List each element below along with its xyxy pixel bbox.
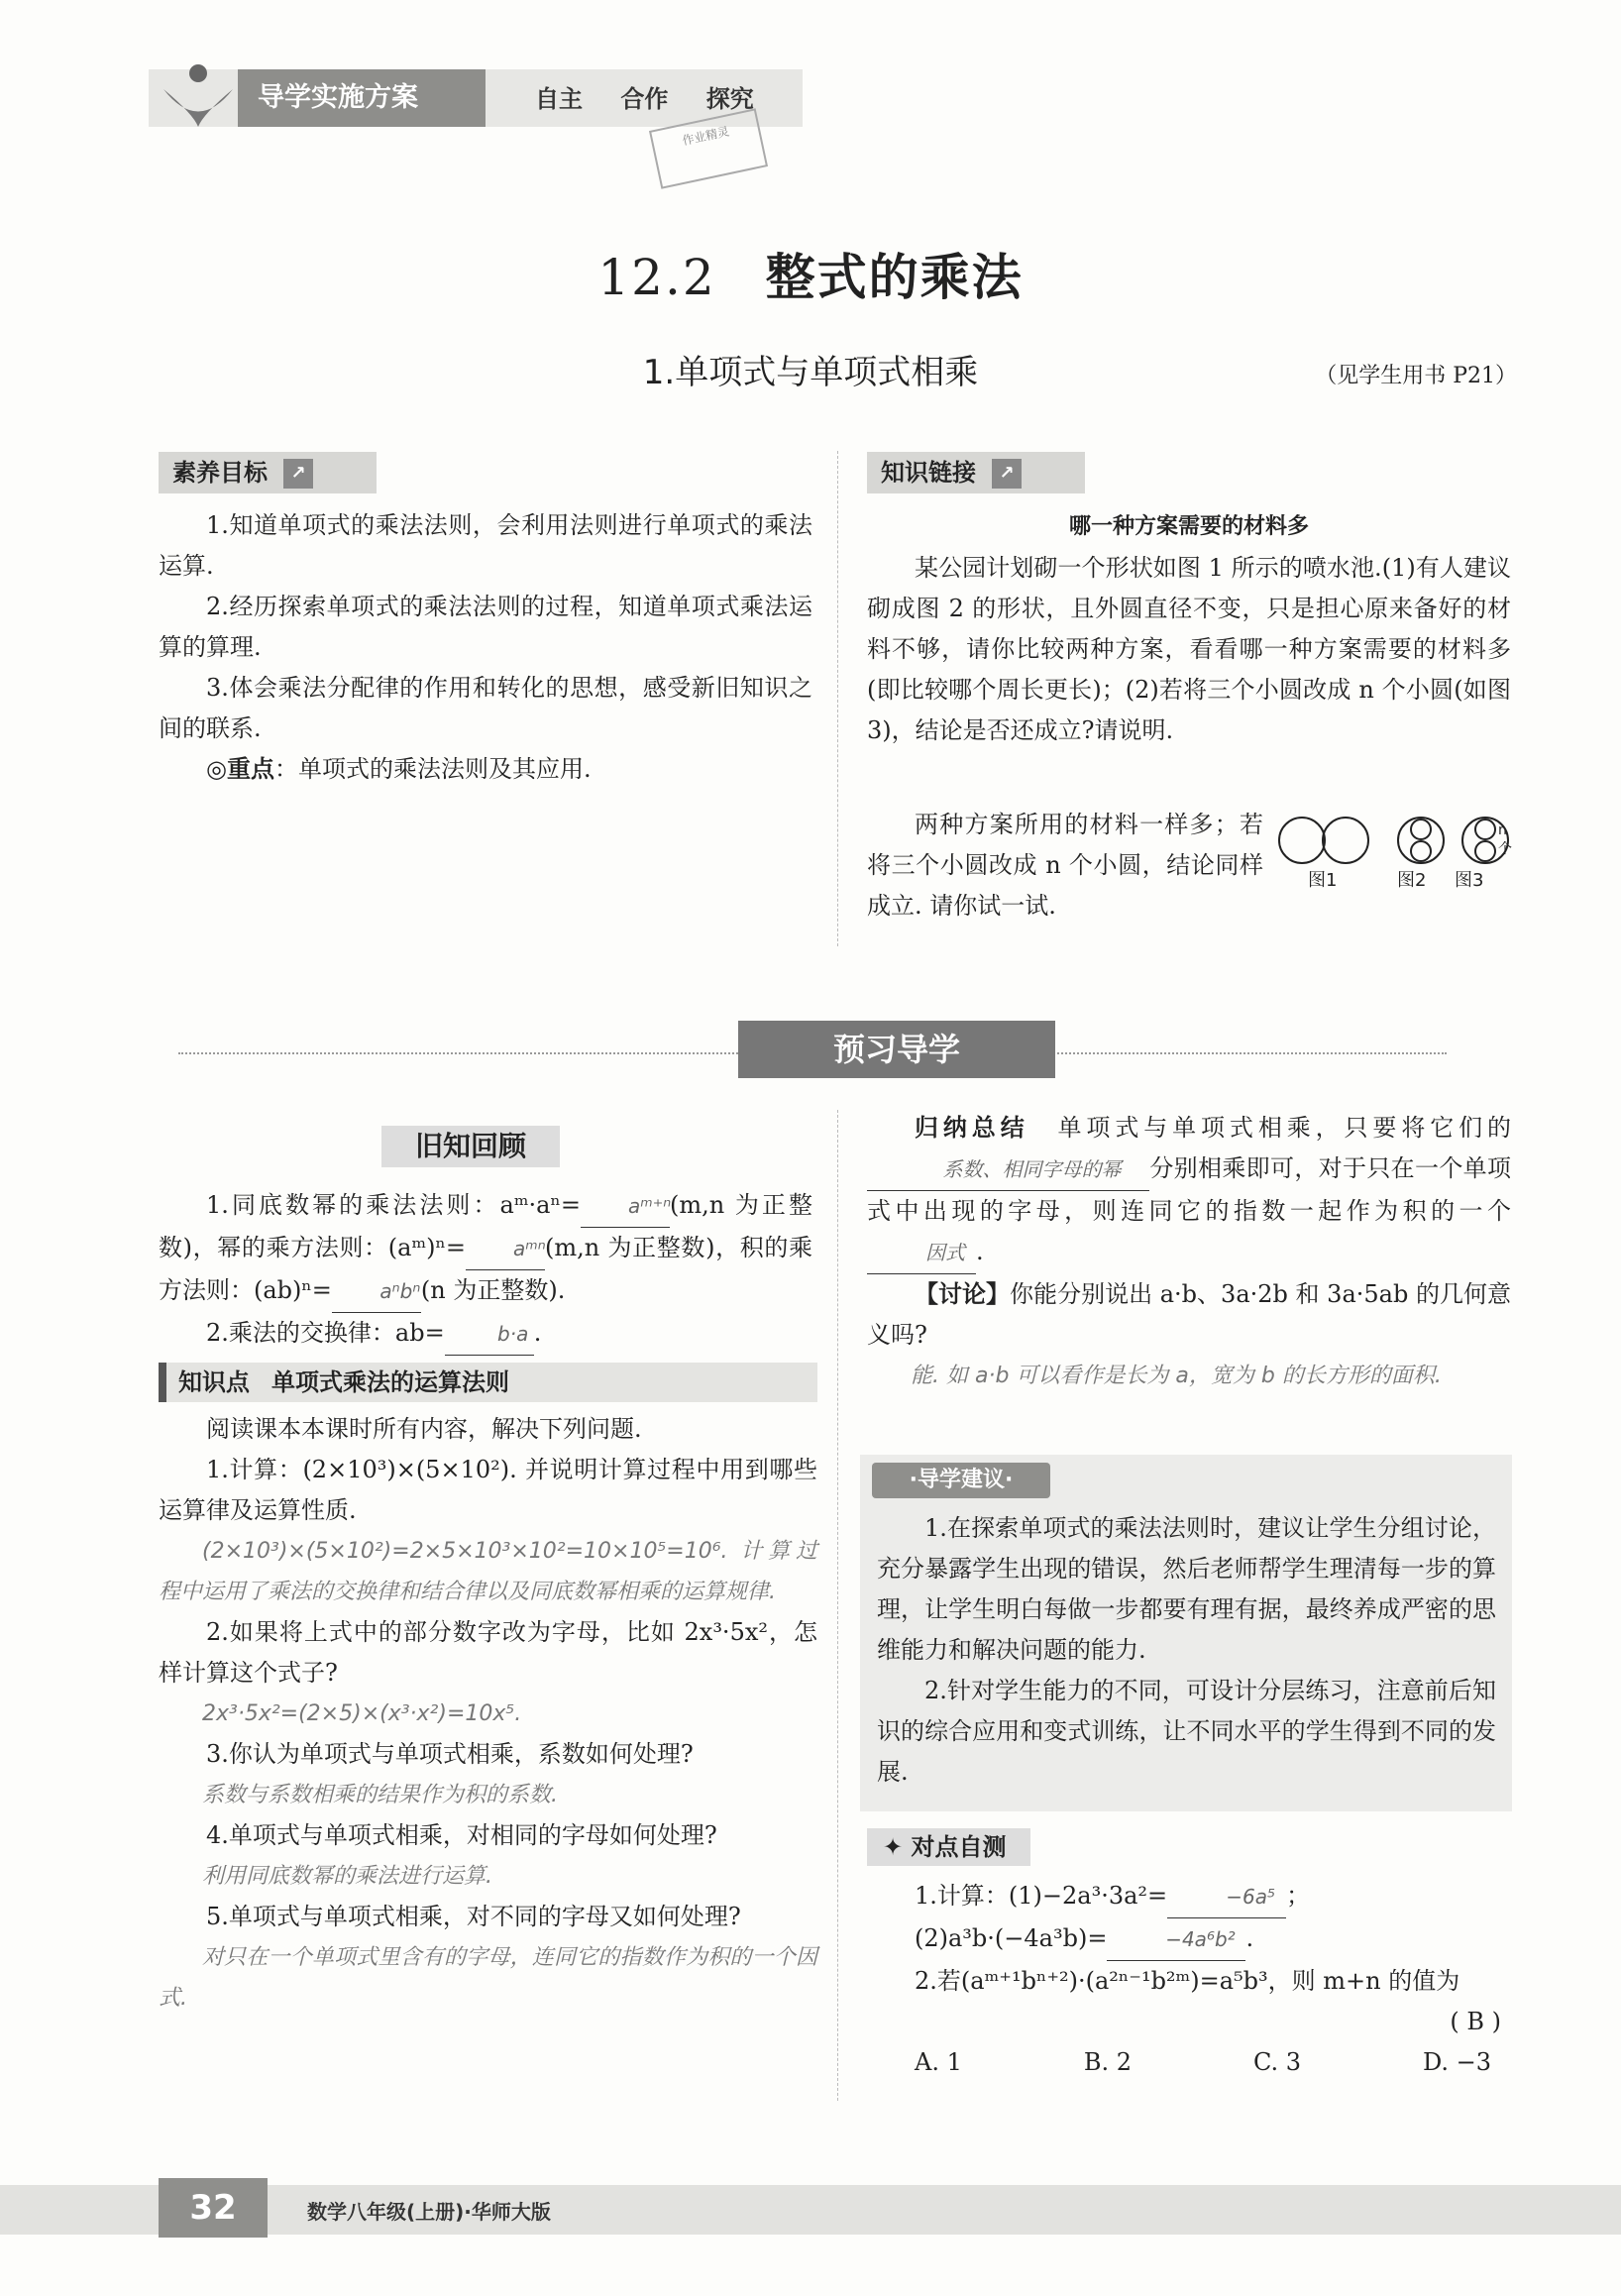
link-answer: 两种方案所用的材料一样多；若将三个小圆改成 n 个小圆，结论同样成立. 请你试一试. [867, 811, 1263, 920]
answer-blank: b·a [445, 1314, 534, 1356]
fig2-small-circle [1410, 840, 1432, 862]
book-reference: （见学生用书 P21） [1315, 364, 1517, 388]
fig2-label: 图2 [1397, 870, 1427, 891]
answer-blank: aᵐⁿ [466, 1229, 545, 1270]
suggestion-item: 2.针对学生能力的不同，可设计分层练习，注意前后知识的综合应用和变式训练，让不同水平的学生得到不同的发展. [877, 1677, 1496, 1786]
tag-cooperate: 合作 [620, 85, 669, 113]
choice-answer: ( B ) [1450, 2008, 1501, 2035]
option-a: A. 1 [915, 2048, 962, 2076]
options [867, 2042, 1511, 2083]
section-number: 12.2 [597, 249, 716, 306]
answer-blank: 系数、相同字母的幂 [867, 1149, 1149, 1191]
column-divider [837, 1110, 838, 2101]
goals-heading [159, 452, 377, 493]
suggestion-heading: ·导学建议· [872, 1463, 1050, 1498]
answer-blank: −6a⁵ [1167, 1877, 1286, 1918]
answer-blank: 因式 [867, 1233, 976, 1274]
fig3-small-circle [1474, 840, 1496, 862]
answer-blank: aⁿbⁿ [332, 1271, 421, 1313]
option-d: D. −3 [1422, 2048, 1491, 2076]
fig3-note: n个 [1498, 822, 1512, 857]
arrow-icon: ↗ [992, 459, 1022, 489]
answer-blank: aᵐ⁺ⁿ [581, 1186, 670, 1228]
section-title: 整式的乘法 [765, 248, 1024, 306]
handwritten-answer: (2×10³)×(5×10²)=2×5×10³×10²=10×10⁵=10⁶. 计算过程中运用了乘法的交换律和结合律以及同底数幂相乘的运算规律. [159, 1539, 817, 1604]
book-title: 数学八年级(上册)·华师大版 [307, 2200, 551, 2224]
review-text: 1.同底数幂的乘法法则：aᵐ·aⁿ= aᵐ⁺ⁿ(m,n 为正整数)，幂的乘方法则：(aᵐ)ⁿ= aᵐⁿ(m,n 为正整数)，积的乘方法则：(ab)ⁿ= aⁿbⁿ(n 为正整数). 2.乘法的交换律：ab= b·a . [159, 1185, 812, 1356]
option-c: C. 3 [1252, 2048, 1301, 2076]
link-heading [867, 452, 1085, 493]
header-tags [535, 79, 784, 114]
handwritten-answer: 能. 如 a·b 可以看作是长为 a，宽为 b 的长方形的面积. [911, 1364, 1442, 1388]
suggestion-list [877, 1508, 1496, 1793]
page-number: 32 [159, 2178, 268, 2238]
selftest-body: 1.计算：(1)−2a³·3a²= −6a⁵ ； (2)a³b·(−4a³b)= −4a⁶b² . 2.若(aᵐ⁺¹bⁿ⁺²)·(a²ⁿ⁻¹b²ᵐ)=a⁵b³，则 m+n 的值为 ( B ) A. 1 B. 2 C. 3 D. −3 [867, 1876, 1511, 2083]
page-title [0, 238, 1621, 309]
goals-heading-text: 素养目标 [172, 459, 268, 487]
suggestion-item: 1.在探索单项式的乘法法则时，建议让学生分组讨论，充分暴露学生出现的错误，然后老师帮学生理清每一步的算理，让学生明白每做一步都要有理有据，最终养成严密的思维能力和解决问题的能力. [877, 1514, 1496, 1664]
fig1-circle [1278, 817, 1326, 864]
header-section-label: 导学实施方案 [238, 69, 486, 127]
stamp: 作业精灵 [649, 108, 768, 189]
handwritten-answer: 系数与系数相乘的结果作为积的系数. [202, 1783, 558, 1807]
review-heading: 旧知回顾 [381, 1126, 560, 1167]
knowledge-point-heading: 知识点 单项式乘法的运算法则 [159, 1363, 817, 1402]
fig3-small-circle [1474, 819, 1496, 840]
link-heading-text: 知识链接 [881, 459, 976, 487]
summary-block: 归纳总结 单项式与单项式相乘，只要将它们的系数、相同字母的幂 分别相乘即可，对于只在一个单项式中出现的字母，则连同它的指数一起作为积的一个因式 . 【讨论】你能分别说出 a·b、3a·2b 和 3a·5ab 的几何意义吗? 能. 如 a·b 可以看作是长为 a，宽为 b 的长方形的面积. [867, 1108, 1511, 1396]
logo-icon [159, 59, 238, 129]
fig3-label: 图3 [1455, 870, 1484, 891]
handwritten-answer: 对只在一个单项式里含有的字母，连同它的指数作为积的一个因式. [159, 1945, 817, 2011]
goal-key: ◎重点：单项式的乘法法则及其应用. [206, 755, 592, 783]
goal-item: 3.体会乘法分配律的作用和转化的思想，感受新旧知识之间的联系. [159, 674, 812, 742]
fig1-circle [1322, 817, 1369, 864]
handwritten-answer: 利用同底数幂的乘法进行运算. [202, 1864, 492, 1889]
tag-explore: 探究 [705, 85, 754, 113]
link-subheading: 哪一种方案需要的材料多 [1068, 514, 1309, 539]
goals-list [159, 505, 812, 790]
column-divider [837, 451, 838, 946]
goal-item: 2.经历探索单项式的乘法法则的过程，知道单项式乘法运算的算理. [159, 593, 812, 661]
arrow-icon: ↗ [283, 459, 313, 489]
star-icon: ✦ [883, 1833, 912, 1861]
tag-self: 自主 [535, 85, 583, 113]
link-text: 某公园计划砌一个形状如图 1 所示的喷水池.(1)有人建议砌成图 2 的形状，且外圆直径不变，只是担心原来备好的材料不够，请你比较两种方案，看看哪一种方案需要的材料多(即比较哪个周长更长)；(2)若将三个小圆改成 n 个小圆(如图 3)，结论是否还成立?请说明. [867, 554, 1511, 744]
fig2-small-circle [1410, 819, 1432, 840]
option-b: B. 2 [1083, 2048, 1132, 2076]
knowledge-body: 阅读课本本课时所有内容，解决下列问题. 1.计算：(2×10³)×(5×10²). 并说明计算过程中用到哪些运算律及运算性质. (2×10³)×(5×10²)=2×5×10³×10²=10×10⁵=10⁶. 计算过程中运用了乘法的交换律和结合律以及同底数幂相乘的运算规律. 2.如果将上式中的部分数字改为字母，比如 2x³·5x²，怎样计算这个式子? 2x³·5x²=(2×5)×(x³·x²)=10x⁵. 3.你认为单项式与单项式相乘，系数如何处理? 系数与系数相乘的结果作为积的系数. 4.单项式与单项式相乘，对相同的字母如何处理? 利用同底数幂的乘法进行运算. 5.单项式与单项式相乘，对不同的字母又如何处理? 对只在一个单项式里含有的字母，连同它的指数作为积的一个因式. [159, 1409, 817, 2019]
fig1-label: 图1 [1308, 870, 1338, 891]
answer-blank: −4a⁶b² [1107, 1919, 1245, 1961]
page-subtitle: 1.单项式与单项式相乘 [642, 353, 979, 392]
goal-item: 1.知道单项式的乘法法则，会利用法则进行单项式的乘法运算. [159, 511, 812, 580]
figures [1278, 813, 1516, 892]
handwritten-answer: 2x³·5x²=(2×5)×(x³·x²)=10x⁵. [202, 1701, 522, 1726]
section-banner: 预习导学 [738, 1021, 1055, 1078]
selftest-heading: ✦ 对点自测 [867, 1828, 1030, 1866]
